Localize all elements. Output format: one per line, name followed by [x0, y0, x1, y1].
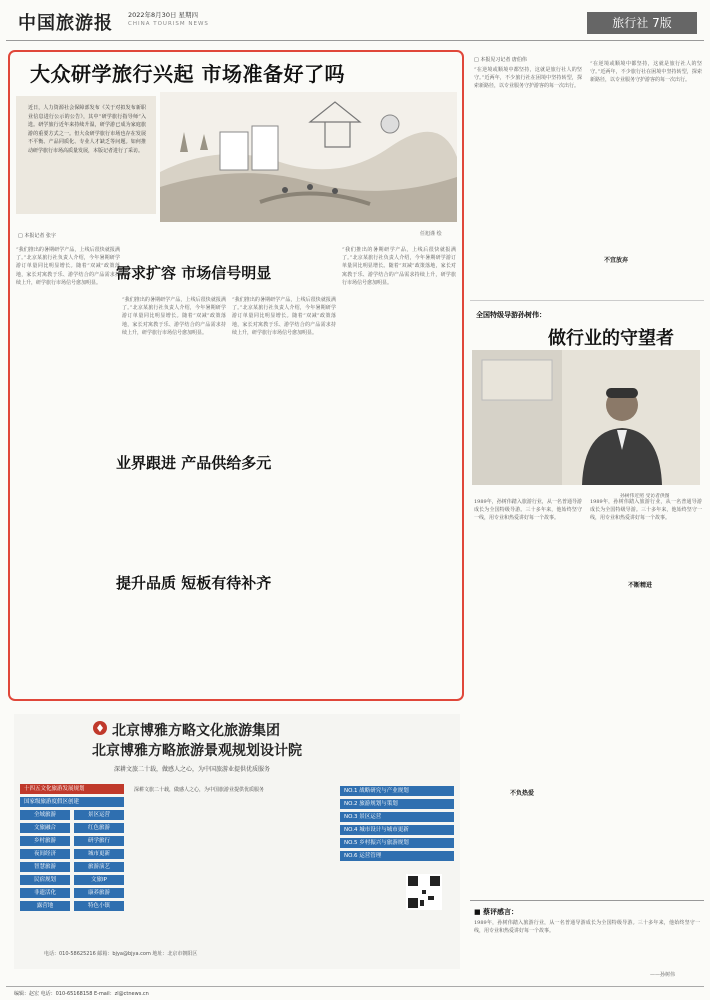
opinion-subhead-1: 不宜放弃: [604, 257, 629, 264]
profile-col-1: 1989年，孙树伟踏入旅游行业，从一名普通导游成长为全国特级导游。三十多年来，他始终坚守一线，用专业和热爱讲好每一个故事。: [474, 499, 582, 522]
newspaper-logo: 中国旅游报: [18, 13, 113, 34]
section-head-1: 需求扩容 市场信号明显: [116, 264, 272, 282]
feature-column-3: “我们推出的暑期研学产品，上线后很快就报满了。”北京某旅行社负责人介绍，今年暑期研学游订单量同比明显增长。随着“双减”政策落地，家长对寓教于乐、游学结合的产品需求持续上升，研学旅行市场信号愈加明显。: [232, 297, 336, 336]
ad-description: 深耕文旅二十载，做感人之心，为中国旅游业提供优质服务: [134, 787, 265, 793]
ad-rank-item: NO.5 乡村振兴与旅游规划: [340, 838, 454, 848]
ad-rank-item: NO.1 战略研究与产业规划: [340, 786, 454, 796]
ad-nav-item: 红色旅游: [74, 823, 124, 833]
ad-nav-item: 旅游演艺: [74, 862, 124, 872]
opinion-col-2: “在逆境或顺境中都坚持，这就是旅行社人的坚守。”近两年，不少旅行社在困境中坚持转型，探索新路径，以专业服务守护游客的每一次出行。: [590, 61, 702, 84]
profile-rule: [470, 300, 704, 301]
ad-logo-icon: [92, 720, 108, 736]
feature-illustration: [160, 92, 457, 222]
ad-nav-item: 文旅IP: [74, 875, 124, 885]
ad-contact: 电话：010-58625216 邮箱：bjya@bjya.com 地址：北京市朝阳区: [44, 951, 198, 957]
feature-headline: 大众研学旅行兴起 市场准备好了吗: [30, 62, 345, 86]
masthead-rule: [6, 40, 704, 41]
profile-photo: [472, 350, 700, 485]
ad-nav-item: 景区运营: [74, 810, 124, 820]
ad-nav-item: 城市更新: [74, 849, 124, 859]
ad-nav-item: 非遗活化: [20, 888, 70, 898]
ad-nav-item: 十四五文化旅游发展规划: [20, 784, 124, 794]
ad-nav-item: 文旅融合: [20, 823, 70, 833]
photo-caption: 孙树伟近照 受访者供图: [620, 494, 670, 499]
note-title: ■ 蔡评感言：: [474, 908, 519, 916]
profile-series: 全国特级导游孙树伟：: [476, 311, 546, 319]
footer-rule: [6, 986, 704, 987]
ad-slogan: 深耕文旅二十载，做感人之心，为中国旅游业提供优质服务: [114, 766, 271, 773]
ad-nav-item: 研学旅行: [74, 836, 124, 846]
byline: □ 本报记者 张宇: [18, 233, 56, 239]
ad-company-2: 北京博雅方略旅游景观规划设计院: [92, 743, 302, 759]
opinion-label: □ 本报见习记者 唐伯伟: [474, 57, 527, 63]
profile-subhead-1: 不断精进: [628, 582, 653, 589]
feature-column-2: “我们推出的暑期研学产品，上线后很快就报满了。”北京某旅行社负责人介绍，今年暑期研学游订单量同比明显增长。随着“双减”政策落地，家长对寓教于乐、游学结合的产品需求持续上升，研学旅行市场信号愈加明显。: [122, 297, 226, 336]
masthead: [0, 0, 710, 38]
feature-column-1: “我们推出的暑期研学产品，上线后很快就报满了。”北京某旅行社负责人介绍，今年暑期研学游订单量同比明显增长。随着“双减”政策落地，家长对寓教于乐、游学结合的产品需求持续上升，研学旅行市场信号愈加明显。: [16, 247, 120, 286]
intro-text: 近日，人力资源社会保障部发布《关于对拟发布新职业信息进行公示的公告》，其中“研学旅行指导师”入选。研学旅行近年来持续升温，研学游已成为家庭旅游的重要方式之一。但大众研学旅行市场也存在发展不平衡、产品同质化、专业人才缺乏等问题。如何推动研学旅行市场高质量发展，本版记者进行了采访。: [28, 105, 146, 154]
ad-nav-item: 民宿规划: [20, 875, 70, 885]
intro-box: [16, 96, 156, 214]
ad-nav-item: 特色小镇: [74, 901, 124, 911]
ad-rank-item: NO.2 旅游规划与策划: [340, 799, 454, 809]
ad-company-1: 北京博雅方略文化旅游集团: [112, 723, 280, 739]
ad-nav-item: 国家级旅游度假区创建: [20, 797, 124, 807]
issue-date: 2022年8月30日 星期四: [128, 11, 199, 19]
note-text: 1989年，孙树伟踏入旅游行业，从一名普通导游成长为全国特级导游。三十多年来，他始终坚守一线，用专业和热爱讲好每一个故事。: [474, 920, 700, 935]
note-author: ——孙树伟: [650, 972, 676, 978]
section-badge: 旅行社 7版: [587, 12, 697, 34]
profile-headline: 做行业的守望者: [548, 328, 674, 349]
ad-rank-item: NO.4 城市设计与城市更新: [340, 825, 454, 835]
note-box: [470, 900, 704, 983]
profile-col-2: 1989年，孙树伟踏入旅游行业，从一名普通导游成长为全国特级导游。三十多年来，他始终坚守一线，用专业和热爱讲好每一个故事。: [590, 499, 702, 522]
english-name: CHINA TOURISM NEWS: [128, 21, 209, 27]
section-head-3: 提升品质 短板有待补齐: [116, 574, 272, 592]
qr-code-icon: [406, 874, 442, 910]
opinion-subhead-2: 不负热爱: [510, 790, 535, 797]
ad-rank-item: NO.6 运营管理: [340, 851, 454, 861]
section-head-2: 业界跟进 产品供给多元: [116, 454, 272, 472]
ad-rank-item: NO.3 景区运营: [340, 812, 454, 822]
advertisement: [14, 714, 460, 969]
illustration-credit: 任旭谨 绘: [420, 231, 442, 237]
ad-nav-item: 夜间经济: [20, 849, 70, 859]
ad-nav-item: 智慧旅游: [20, 862, 70, 872]
opinion-col-1: “在逆境或顺境中都坚持，这就是旅行社人的坚守。”近两年，不少旅行社在困境中坚持转型，探索新路径，以专业服务守护游客的每一次出行。: [474, 67, 582, 90]
ad-nav-item: 全域旅游: [20, 810, 70, 820]
ad-nav-grid: [20, 784, 130, 924]
feature-column-4: “我们推出的暑期研学产品，上线后很快就报满了。”北京某旅行社负责人介绍，今年暑期研学游订单量同比明显增长。随着“双减”政策落地，家长对寓教于乐、游学结合的产品需求持续上升，研学旅行市场信号愈加明显。: [342, 247, 456, 286]
footer-editor: 编辑：赵宏 电话：010-65168158 E-mail：zl@ctnews.cn: [14, 991, 149, 997]
ad-nav-item: 露营地: [20, 901, 70, 911]
ad-nav-item: 乡村旅游: [20, 836, 70, 846]
ad-nav-item: 康养旅游: [74, 888, 124, 898]
